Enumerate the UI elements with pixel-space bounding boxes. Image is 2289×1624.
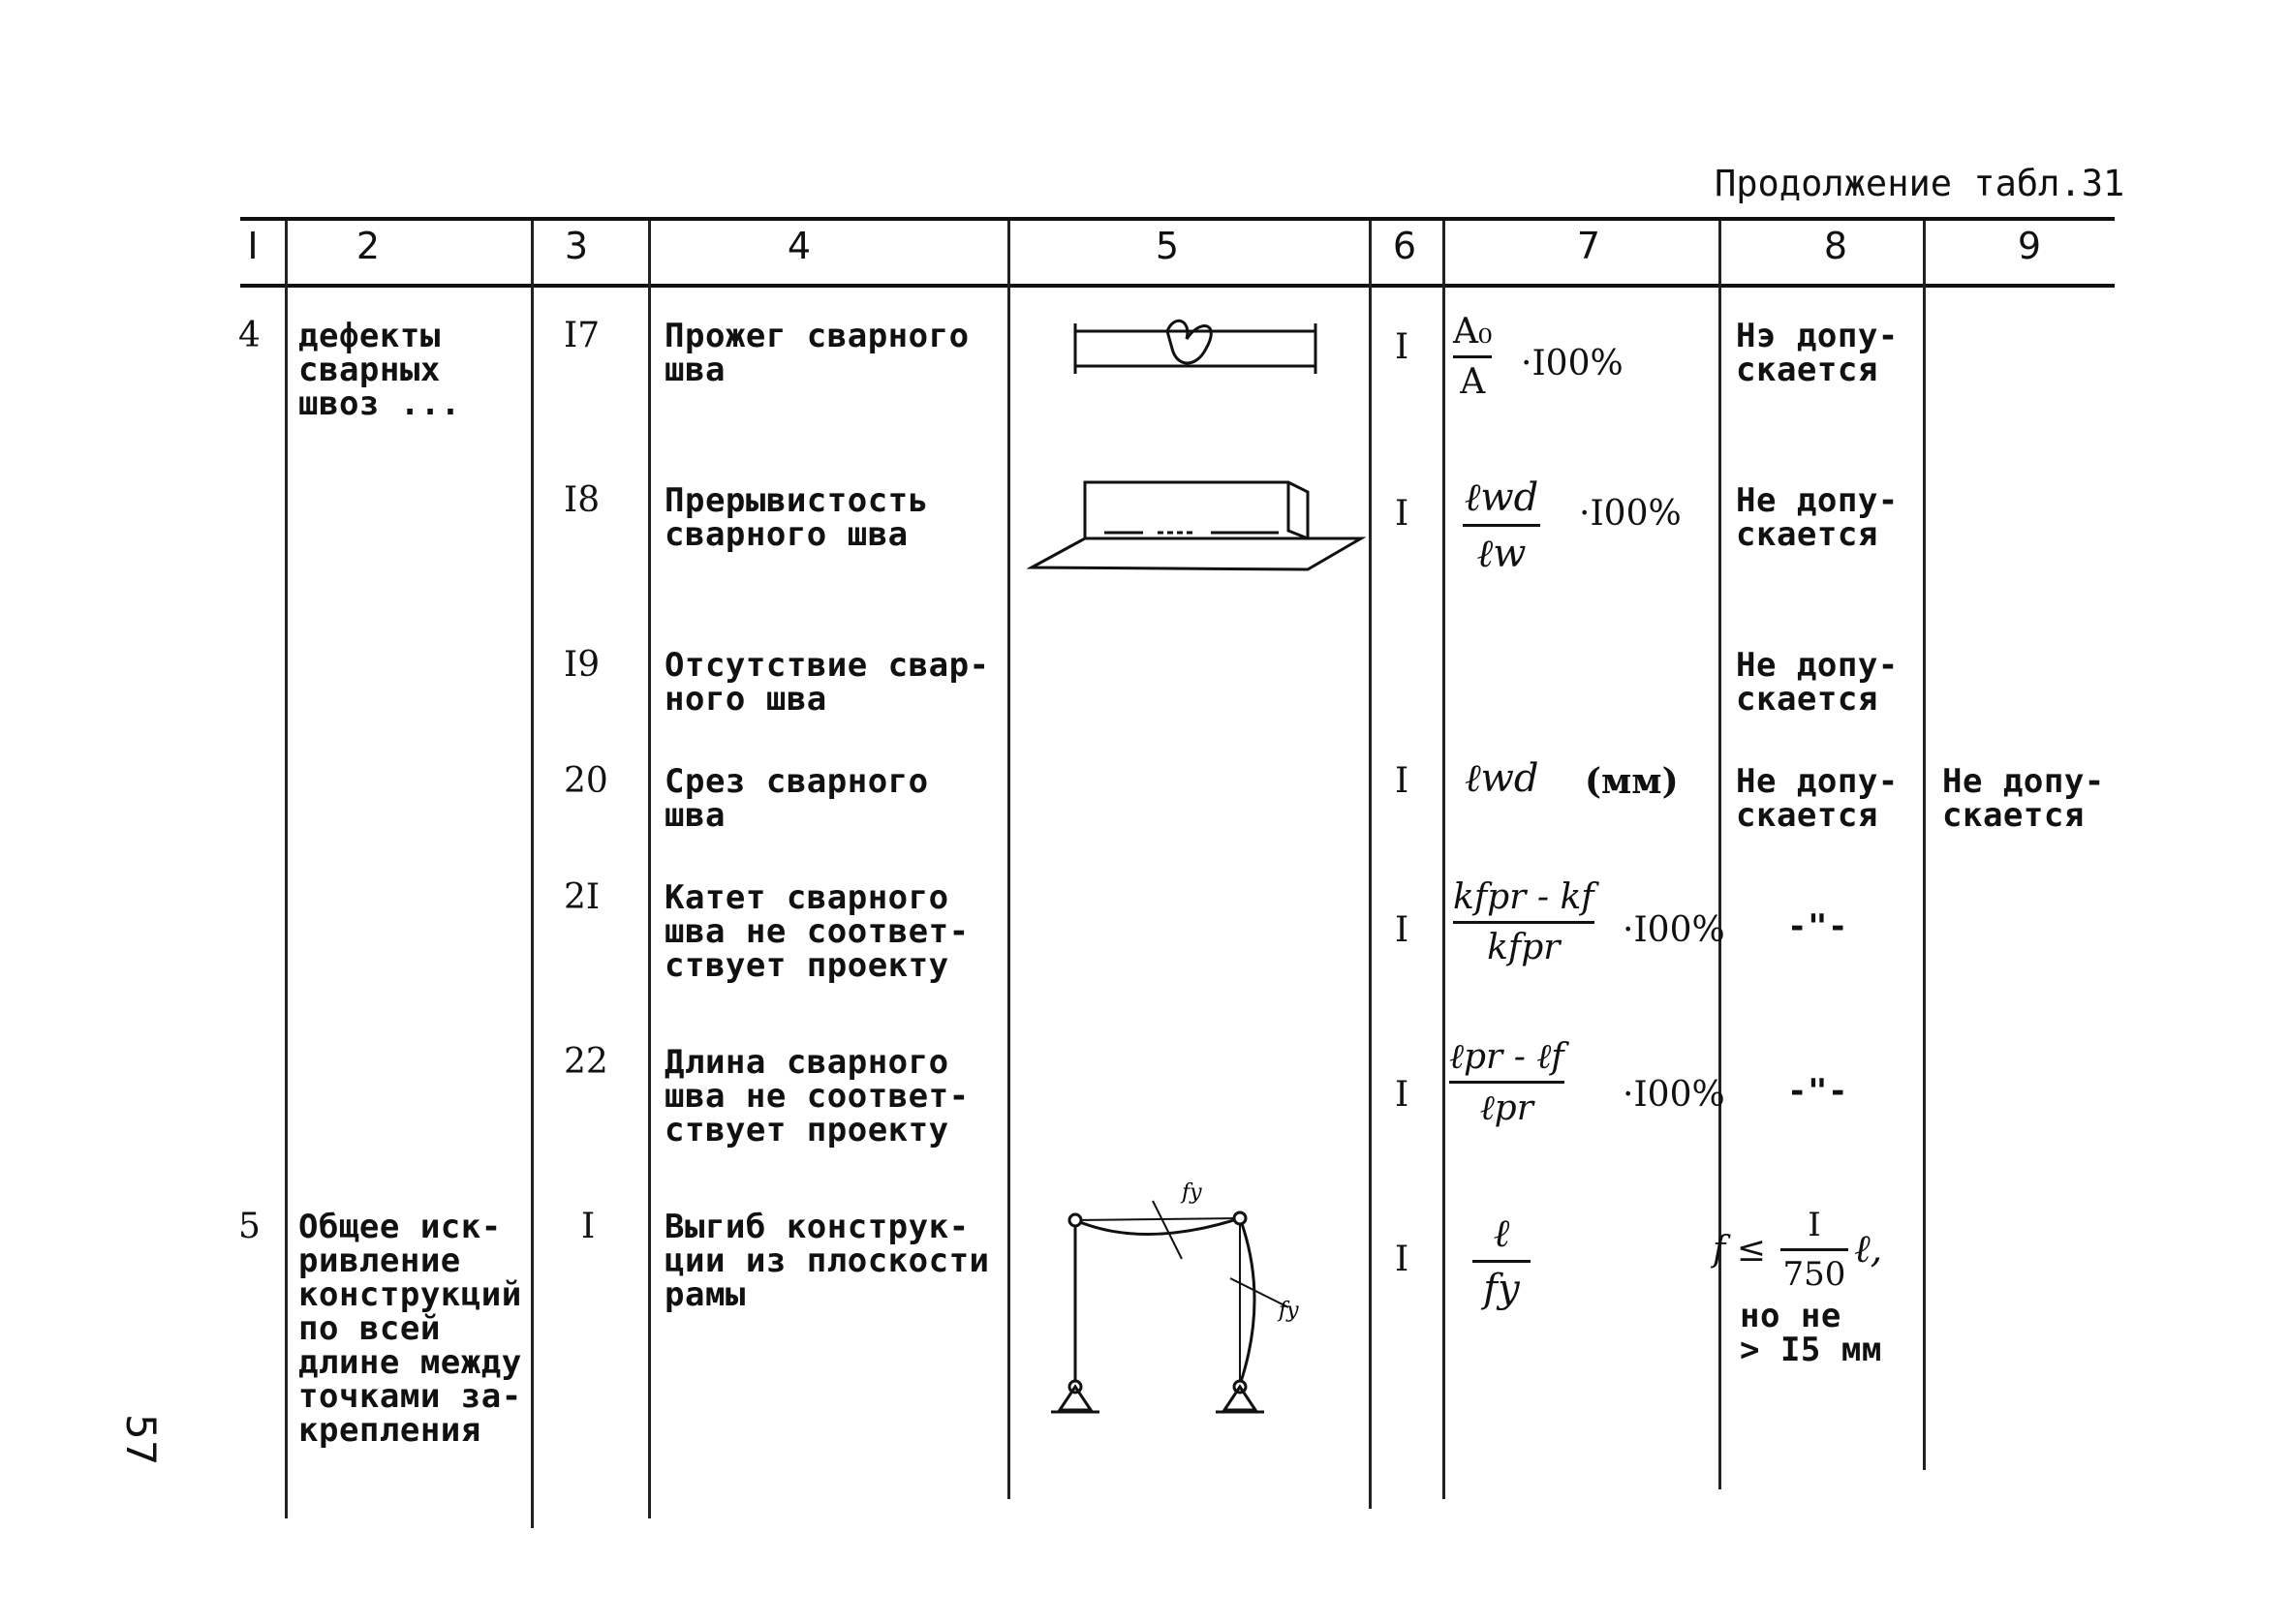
formula-denominator: fy: [1483, 1267, 1520, 1311]
severity-value: I: [1395, 1075, 1409, 1115]
header-col-4: 4: [787, 225, 812, 267]
col-divider-8: [1923, 221, 1926, 1470]
formula-unit: (мм): [1585, 761, 1679, 802]
header-bottom-rule: [240, 284, 2115, 288]
formula-area-ratio: [1453, 312, 1492, 402]
formula-leg-ratio: [1453, 877, 1594, 967]
tolerance-fraction: [1780, 1206, 1848, 1294]
formula-percent: ·I00%: [1579, 494, 1682, 534]
severity-value: I: [1395, 761, 1409, 801]
tolerance-value-col9: Не допу- скается: [1942, 762, 2105, 835]
defect-description: Катет сварного шва не соответ- ствует проекту: [665, 878, 970, 985]
tolerance-value: Не допу- скается: [1736, 762, 1899, 835]
tolerance-numerator: I: [1808, 1206, 1821, 1244]
fraction-bar: [1453, 355, 1492, 358]
item-number: I7: [564, 316, 601, 355]
table-top-rule: [240, 217, 2115, 221]
tolerance-note: но не > I5 мм: [1740, 1297, 1882, 1369]
formula-length-ratio: [1463, 475, 1540, 576]
defect-description: Выгиб конструк- ции из плоскости рамы: [665, 1208, 990, 1314]
fraction-bar: [1463, 524, 1540, 527]
item-number: I9: [564, 645, 601, 685]
header-col-6: 6: [1392, 225, 1417, 267]
defect-description: Отсутствие свар- ного шва: [665, 646, 990, 719]
intermittent-weld-sketch: [1027, 463, 1366, 579]
col-divider-2: [531, 221, 534, 1528]
defect-description: Прожег сварного шва: [665, 317, 970, 389]
tolerance-value: Не допу- скается: [1736, 646, 1899, 719]
item-number: 20: [564, 761, 608, 801]
formula-numerator: A₀: [1453, 312, 1493, 352]
col-divider-6: [1442, 221, 1445, 1499]
tolerance-value: -"-: [1787, 907, 1848, 946]
formula-denominator: A: [1460, 362, 1486, 402]
group-number: 5: [238, 1207, 261, 1246]
formula-weld-length-ratio: [1449, 1036, 1564, 1128]
formula-bending-ratio: [1472, 1210, 1531, 1311]
header-col-7: 7: [1576, 225, 1601, 267]
item-number: 2I: [564, 877, 601, 917]
tolerance-value: -"-: [1787, 1072, 1848, 1111]
tolerance-denominator: 750: [1782, 1255, 1846, 1294]
item-number: I: [581, 1207, 596, 1246]
frame-bending-sketch: [1046, 1181, 1317, 1433]
formula-denominator: ℓw: [1476, 532, 1527, 576]
header-col-5: 5: [1155, 225, 1180, 267]
tolerance-value: Не допу- скается: [1736, 481, 1899, 554]
col-divider-3: [648, 221, 651, 1518]
formula-percent: ·I00%: [1623, 910, 1725, 950]
fraction-bar: [1472, 1260, 1531, 1263]
col-divider-7: [1718, 221, 1721, 1489]
tolerance-prefix: f ≤: [1713, 1230, 1766, 1270]
group-number: 4: [238, 316, 261, 355]
defect-group-name: Общее иск- ривление конструкций по всей длине между точками за- крепления: [298, 1208, 522, 1450]
formula-length: ℓwd: [1465, 756, 1539, 801]
severity-value: I: [1395, 910, 1409, 950]
header-col-2: 2: [356, 225, 381, 267]
tolerance-suffix: ℓ,: [1854, 1227, 1883, 1272]
defect-description: Срез сварного шва: [665, 762, 929, 835]
page-number: 57: [117, 1414, 165, 1466]
fraction-bar: [1449, 1081, 1564, 1084]
col-divider-4: [1007, 221, 1010, 1499]
item-number: I8: [564, 480, 601, 520]
formula-numerator: ℓwd: [1464, 475, 1539, 520]
col-divider-1: [285, 221, 288, 1518]
formula-numerator: kfpr - kf: [1453, 877, 1594, 917]
severity-value: I: [1395, 327, 1409, 367]
defect-description: Длина сварного шва не соответ- ствует проекту: [665, 1043, 970, 1149]
weld-burn-through-sketch: [1066, 310, 1327, 387]
header-col-3: 3: [564, 225, 589, 267]
header-col-1: I: [247, 225, 259, 267]
sketch-label-side: fy: [1279, 1299, 1299, 1323]
defect-description: Прерывистость сварного шва: [665, 481, 929, 554]
fraction-bar: [1453, 921, 1594, 924]
fraction-bar: [1780, 1248, 1848, 1251]
formula-denominator: ℓpr: [1479, 1088, 1533, 1128]
defect-group-name: дефекты сварных швоз ...: [298, 317, 461, 423]
header-col-8: 8: [1823, 225, 1848, 267]
severity-value: I: [1395, 1240, 1409, 1279]
formula-percent: ·I00%: [1623, 1075, 1725, 1115]
header-col-9: 9: [2017, 225, 2042, 267]
table-caption: Продолжение табл.31: [1715, 163, 2125, 204]
formula-numerator: ℓpr - ℓf: [1449, 1037, 1564, 1077]
item-number: 22: [564, 1042, 608, 1082]
formula-percent: ·I00%: [1521, 344, 1624, 383]
tolerance-value: Нэ допу- скается: [1736, 317, 1899, 389]
formula-numerator: ℓ: [1493, 1211, 1510, 1256]
formula-denominator: kfpr: [1487, 928, 1561, 967]
sketch-label-top: fy: [1182, 1181, 1202, 1205]
severity-value: I: [1395, 494, 1409, 534]
col-divider-5: [1369, 221, 1372, 1509]
